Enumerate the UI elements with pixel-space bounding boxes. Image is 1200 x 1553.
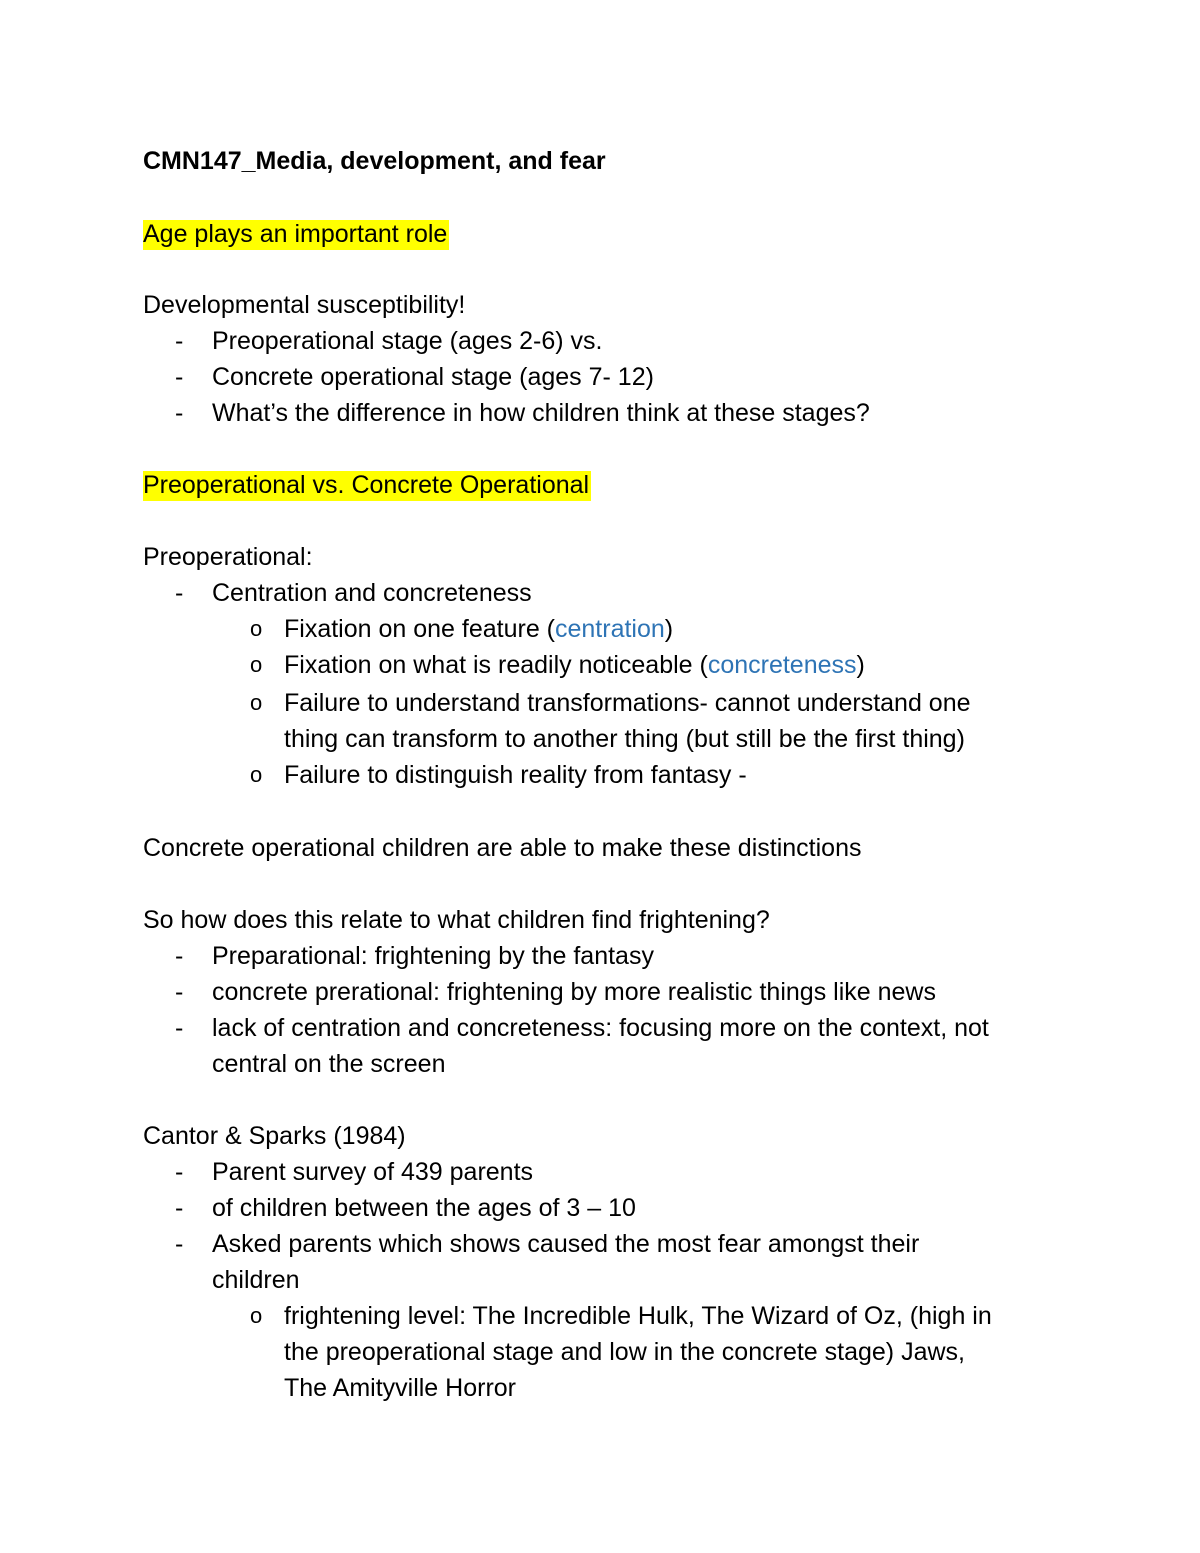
list-item: Preoperational stage (ages 2-6) vs. [212, 327, 603, 355]
circle-bullet: o [250, 1303, 263, 1328]
sub-item-text: ) [664, 615, 674, 643]
list-item-continuation: the preoperational stage and low in the concrete stage) Jaws, [284, 1338, 965, 1366]
preoperational-label: Preoperational: [143, 543, 313, 571]
term-centration: centration [555, 615, 665, 643]
dash-bullet: - [175, 399, 184, 427]
list-item: Concrete operational stage (ages 7- 12) [212, 363, 654, 391]
heading-preop-vs-concrete: Preoperational vs. Concrete Operational [143, 471, 590, 499]
sub-item-text: Fixation on one feature ( [284, 615, 555, 643]
dash-bullet: - [175, 1014, 184, 1042]
dash-bullet: - [175, 942, 184, 970]
list-item: frightening level: The Incredible Hulk, The Wizard of Oz, (high in [284, 1302, 992, 1330]
sub-item-text: Fixation on what is readily noticeable ( [284, 651, 708, 679]
dev-susceptibility-label: Developmental susceptibility! [143, 291, 466, 319]
sub-item-text: ) [856, 651, 865, 679]
list-item: Asked parents which shows caused the most fear amongst their [212, 1230, 920, 1258]
list-item-continuation: thing can transform to another thing (but still be the first thing) [284, 725, 965, 753]
term-concreteness: concreteness [707, 651, 857, 679]
list-item: Parent survey of 439 parents [212, 1158, 534, 1186]
list-item [284, 650, 865, 680]
dash-bullet: - [175, 579, 184, 607]
concrete-operational-note: Concrete operational children are able to make these distinctions [143, 834, 862, 862]
circle-bullet: o [250, 652, 263, 677]
dash-bullet: - [175, 1230, 184, 1258]
list-item: Centration and concreteness [212, 579, 532, 607]
circle-bullet: o [250, 762, 263, 787]
dash-bullet: - [175, 978, 184, 1006]
list-item [284, 614, 673, 644]
list-item: concrete prerational: frightening by more realistic things like news [212, 978, 936, 1006]
list-item: lack of centration and concreteness: focusing more on the context, not [212, 1014, 989, 1042]
cantor-sparks-label: Cantor & Sparks (1984) [143, 1122, 406, 1150]
heading-age-role-wrapper [143, 219, 449, 249]
heading-preop-vs-concrete-wrapper [143, 470, 591, 500]
list-item: of children between the ages of 3 – 10 [212, 1194, 636, 1222]
list-item: Failure to understand transformations- cannot understand one [284, 689, 971, 717]
circle-bullet: o [250, 690, 263, 715]
dash-bullet: - [175, 363, 184, 391]
list-item-continuation: The Amityville Horror [284, 1374, 516, 1402]
dash-bullet: - [175, 1158, 184, 1186]
heading-age-role: Age plays an important role [143, 220, 448, 248]
dash-bullet: - [175, 1194, 184, 1222]
document-title: CMN147_Media, development, and fear [143, 147, 606, 175]
list-item: Failure to distinguish reality from fantasy - [284, 761, 747, 789]
list-item: What’s the difference in how children think at these stages? [212, 399, 870, 427]
list-item-continuation: central on the screen [212, 1050, 446, 1078]
list-item-continuation: children [212, 1266, 300, 1294]
circle-bullet: o [250, 616, 263, 641]
list-item: Preparational: frightening by the fantasy [212, 942, 654, 970]
question-label: So how does this relate to what children find frightening? [143, 906, 770, 934]
dash-bullet: - [175, 327, 184, 355]
